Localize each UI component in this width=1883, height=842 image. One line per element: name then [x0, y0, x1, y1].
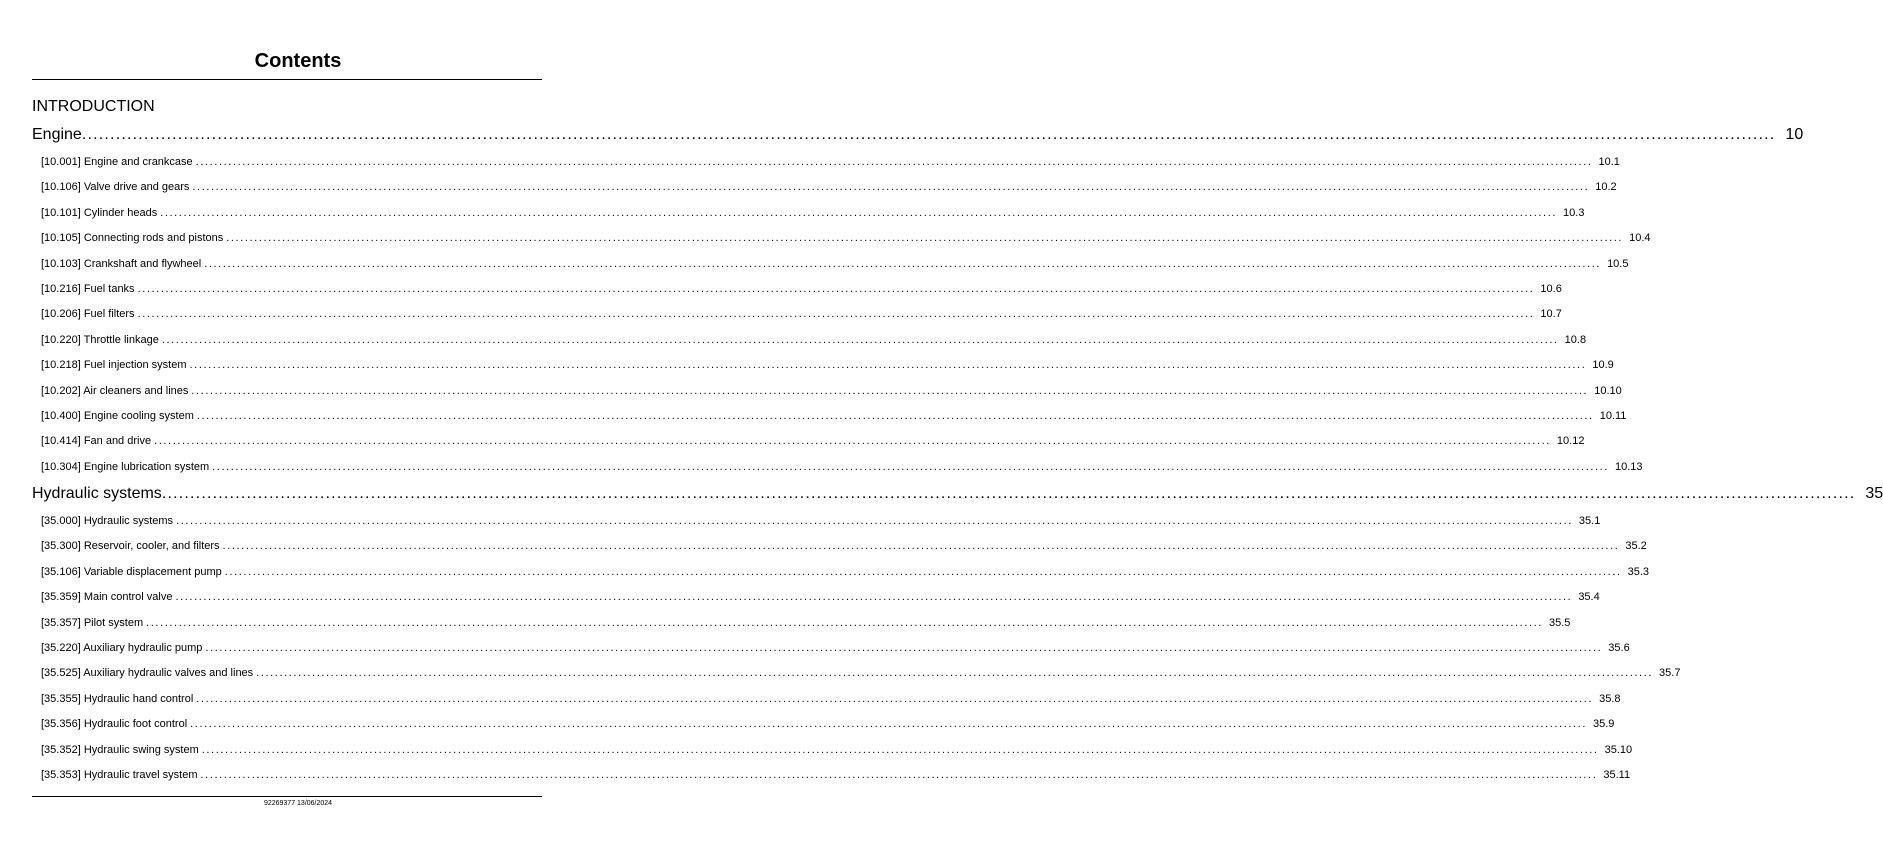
dot-leader: ............................................................................................................................................................................................................................................................................................................: [196, 692, 1594, 705]
toc-entry-label: [10.106] Valve drive and gears: [41, 181, 190, 194]
toc-entry-page: 10.6: [1540, 283, 1562, 295]
toc-entry[interactable]: [41, 232, 1651, 245]
toc-section-label: Engine: [32, 126, 82, 143]
toc-entry[interactable]: [41, 515, 1601, 527]
toc-entry-label: [10.001] Engine and crankcase: [41, 156, 193, 168]
toc-entry[interactable]: [41, 384, 1622, 397]
toc-entry-page: 10.5: [1607, 257, 1629, 270]
toc-entry-label: [10.103] Crankshaft and flywheel: [41, 257, 202, 270]
toc-entry[interactable]: [41, 156, 1620, 168]
toc-entry[interactable]: [41, 692, 1621, 705]
toc-entry[interactable]: [41, 591, 1600, 604]
dot-leader: ............................................................................................................................................................................................................................................................................................................: [256, 667, 1654, 680]
toc-entry[interactable]: [41, 769, 1631, 781]
toc-entry-page: 10.3: [1563, 206, 1585, 219]
toc-entry-label: [10.202] Air cleaners and lines: [41, 384, 189, 397]
toc-entry-page: 10.12: [1556, 435, 1585, 448]
toc-entry-label: [35.300] Reservoir, cooler, and filters: [41, 540, 220, 553]
toc-entry-page: 35.3: [1627, 565, 1650, 578]
toc-entry-label: [35.220] Auxiliary hydraulic pump: [41, 642, 203, 654]
toc-entry-label: [10.206] Fuel filters: [41, 308, 135, 321]
dot-leader: ............................................................................................................................................................................................................................................................................................................: [190, 718, 1587, 731]
toc-entry[interactable]: [41, 460, 1643, 473]
toc-entry[interactable]: [41, 540, 1647, 553]
toc-entry[interactable]: [41, 667, 1681, 680]
toc-section-page: 35: [1865, 485, 1883, 502]
toc-entry-page: 10.10: [1594, 384, 1622, 397]
toc-entry[interactable]: [41, 565, 1650, 578]
dot-leader: ............................................................................................................................................................................................................................................................................................................: [224, 565, 1622, 578]
toc-entry[interactable]: [41, 616, 1571, 629]
toc-entry-page: 10.9: [1592, 359, 1614, 372]
toc-entry[interactable]: [41, 718, 1615, 731]
toc-entry-label: [35.357] Pilot system: [41, 616, 144, 629]
toc-entry-page: 35.4: [1578, 591, 1600, 604]
toc-section-label: Hydraulic systems: [32, 485, 162, 502]
toc-entry-label: [10.304] Engine lubrication system: [41, 460, 210, 473]
toc-entry-page: 10.4: [1629, 232, 1651, 245]
toc-entry-label: [10.220] Throttle linkage: [41, 333, 159, 346]
toc-entry[interactable]: [41, 257, 1629, 270]
toc-entry[interactable]: [41, 333, 1587, 346]
toc-entry-page: 35.10: [1604, 743, 1633, 756]
toc-entry-label: [35.106] Variable displacement pump: [41, 565, 222, 578]
dot-leader: ............................................................................................................................................................................................................................................................................................................: [222, 540, 1620, 553]
title-divider: [32, 79, 542, 80]
toc-entry-label: [10.218] Fuel injection system: [41, 359, 187, 372]
dot-leader: ............................................................................................................................................................................................................................................................................................................: [205, 642, 1603, 654]
toc-entry-page: 10.8: [1564, 333, 1587, 346]
dot-leader: ............................................................................................................................................................................................................................................................................................................: [196, 410, 1594, 422]
toc-entry-page: 10.2: [1595, 181, 1617, 194]
toc-entry[interactable]: [41, 435, 1585, 448]
dot-leader: ............................................................................................................................................................................................................................................................................................................: [200, 769, 1598, 781]
toc-entry-page: 35.7: [1659, 667, 1681, 680]
dot-leader: ............................................................................................................................................................................................................................................................................................................: [195, 156, 1593, 168]
page-title: Contents: [254, 50, 342, 72]
footer-divider: [32, 796, 542, 797]
toc-entry-page: 35.2: [1625, 540, 1647, 553]
dot-leader: ............................................................................................................................................................................................................................................................................................................: [212, 460, 1609, 473]
toc-entry-label: [35.355] Hydraulic hand control: [41, 692, 194, 705]
dot-leader: ............................................................................................................................................................................................................................................................................................................: [137, 308, 1535, 321]
introduction-heading[interactable]: INTRODUCTION: [32, 98, 155, 115]
dot-leader: ............................................................................................................................................................................................................................................................................................................: [137, 283, 1535, 295]
toc-entry[interactable]: [41, 359, 1614, 372]
dot-leader: ............................................................................................................................................................................................................................................................................................................: [189, 359, 1587, 372]
toc-entry[interactable]: [41, 283, 1562, 295]
toc-entry[interactable]: [41, 743, 1633, 756]
dot-leader: ............................................................................................................................................................................................................................................................................................................: [154, 435, 1551, 448]
dot-leader: ............................................................................................................................................................................................................................................................................................................: [201, 743, 1599, 756]
toc-entry-page: 35.5: [1548, 616, 1571, 629]
dot-leader: ............................................................................................................................................................................................................................................................................................................: [192, 181, 1590, 194]
toc-entry-label: [10.400] Engine cooling system: [41, 410, 194, 422]
toc-entry-page: 35.9: [1592, 718, 1615, 731]
toc-entry-label: [10.105] Connecting rods and pistons: [41, 232, 224, 245]
toc-entry-page: 35.8: [1599, 692, 1621, 705]
toc-entry[interactable]: [41, 206, 1585, 219]
toc-entry-label: [35.356] Hydraulic foot control: [41, 718, 188, 731]
toc-entry-page: 10.1: [1598, 156, 1620, 168]
toc-entry-label: [35.359] Main control valve: [41, 591, 173, 604]
dot-leader: ............................................................................................................................................................................................................................................................................................................: [161, 485, 1856, 502]
dot-leader: ............................................................................................................................................................................................................................................................................................................: [160, 206, 1558, 219]
dot-leader: ............................................................................................................................................................................................................................................................................................................: [176, 515, 1573, 527]
toc-entry-label: [35.525] Auxiliary hydraulic valves and lines: [41, 667, 254, 680]
dot-leader: ............................................................................................................................................................................................................................................................................................................: [226, 232, 1624, 245]
toc-entry-page: 10.11: [1599, 410, 1627, 422]
toc-entry[interactable]: [41, 410, 1627, 422]
toc-entry-page: 35.1: [1578, 515, 1601, 527]
toc-entry-page: 35.11: [1603, 769, 1631, 781]
toc-section-engine[interactable]: [32, 126, 1804, 144]
dot-leader: ............................................................................................................................................................................................................................................................................................................: [204, 257, 1602, 270]
footer-doc-info: 92269377 13/06/2024: [263, 800, 333, 807]
toc-entry-page: 35.6: [1608, 642, 1630, 654]
toc-entry-label: [10.216] Fuel tanks: [41, 283, 135, 295]
dot-leader: ............................................................................................................................................................................................................................................................................................................: [175, 591, 1573, 604]
toc-entry[interactable]: [41, 308, 1562, 321]
toc-entry-label: [35.353] Hydraulic travel system: [41, 769, 198, 781]
dot-leader: ............................................................................................................................................................................................................................................................................................................: [161, 333, 1559, 346]
toc-entry-label: [35.000] Hydraulic systems: [41, 515, 174, 527]
toc-entry-page: 10.7: [1540, 308, 1562, 321]
toc-section-page: 10: [1785, 126, 1804, 143]
toc-entry[interactable]: [41, 642, 1630, 654]
toc-entry-label: [10.101] Cylinder heads: [41, 206, 158, 219]
toc-entry[interactable]: [41, 181, 1617, 194]
toc-entry-page: 10.13: [1615, 460, 1643, 473]
dot-leader: ............................................................................................................................................................................................................................................................................................................: [191, 384, 1589, 397]
toc-entry-label: [35.352] Hydraulic swing system: [41, 743, 199, 756]
toc-entry-label: [10.414] Fan and drive: [41, 435, 152, 448]
toc-section-hydraulic-systems[interactable]: [32, 485, 1883, 503]
dot-leader: ............................................................................................................................................................................................................................................................................................................: [81, 126, 1776, 143]
dot-leader: ............................................................................................................................................................................................................................................................................................................: [146, 616, 1543, 629]
